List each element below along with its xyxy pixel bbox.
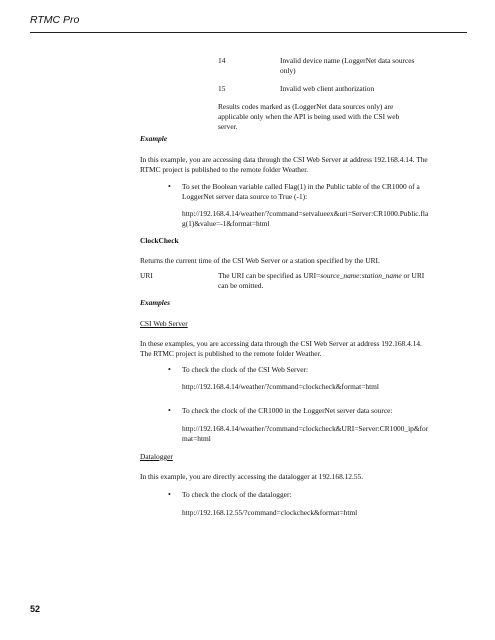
uri-desc-prefix: The URI can be specified as URI=	[218, 271, 321, 280]
error-code-15: 15	[218, 84, 226, 93]
results-note: Results codes marked as (LoggerNet data sources only) are applicable only when the API is being used with the CSI web server.	[218, 102, 400, 131]
datalogger-heading: Datalogger	[140, 452, 173, 461]
csi-url2: http://192.168.4.14/weather/?command=clockcheck&URI=Server:CR1000_ip&format=html	[182, 424, 429, 443]
uri-param-name: URI	[140, 271, 153, 280]
error-desc-14: Invalid device name (LoggerNet data sources only)	[280, 56, 415, 75]
examples-heading: Examples	[140, 298, 170, 307]
datalogger-bullet-text: To check the clock of the datalogger:	[182, 490, 292, 499]
example-intro: In this example, you are accessing data through the CSI Web Server at address 192.168.4.14. The RTMC project is published to the remote folder Weather.	[140, 155, 428, 174]
uri-desc-italic: source_name:station_name	[320, 271, 402, 280]
header-rule	[30, 32, 467, 33]
bullet-icon: •	[168, 406, 171, 415]
uri-param-description	[218, 271, 428, 291]
example-heading: Example	[140, 134, 168, 143]
bullet-icon: •	[168, 365, 171, 374]
bullet-icon: •	[168, 182, 171, 191]
csi-web-server-heading: CSI Web Server	[140, 319, 188, 328]
example-bullet-text: To set the Boolean variable called Flag(1) in the Public table of the CR1000 of a LoggerNet server data source to True (-1):	[182, 182, 420, 201]
error-code-14: 14	[218, 56, 226, 65]
page-number: 52	[30, 604, 41, 614]
bullet-icon: •	[168, 490, 171, 499]
example-url: http://192.168.4.14/weather/?command=setvalueex&uri=Server:CR1000.Public.flag(1)&value=-1&format=html	[182, 209, 429, 228]
datalogger-intro: In this example, you are directly accessing the datalogger at 192.168.12.55.	[140, 472, 364, 481]
uri-desc-suffix: or URI can be omitted.	[218, 271, 425, 290]
csi-url1: http://192.168.4.14/weather/?command=clockcheck&format=html	[182, 382, 379, 391]
clockcheck-heading: ClockCheck	[140, 236, 179, 245]
csi-bullet1-text: To check the clock of the CSI Web Server:	[182, 365, 308, 374]
error-desc-15: Invalid web client authorization	[280, 84, 375, 93]
datalogger-url: http://192.168.12.55/?command=clockcheck&format=html	[182, 508, 358, 517]
csi-web-server-intro: In these examples, you are accessing data through the CSI Web Server at address 192.168.4.14. The RTMC project is published to the remote folder Weather.	[140, 339, 422, 358]
csi-bullet2-text: To check the clock of the CR1000 in the LoggerNet server data source:	[182, 406, 393, 415]
clockcheck-description: Returns the current time of the CSI Web Server or a station specified by the URI.	[140, 256, 380, 265]
running-header-title: RTMC Pro	[30, 14, 80, 26]
